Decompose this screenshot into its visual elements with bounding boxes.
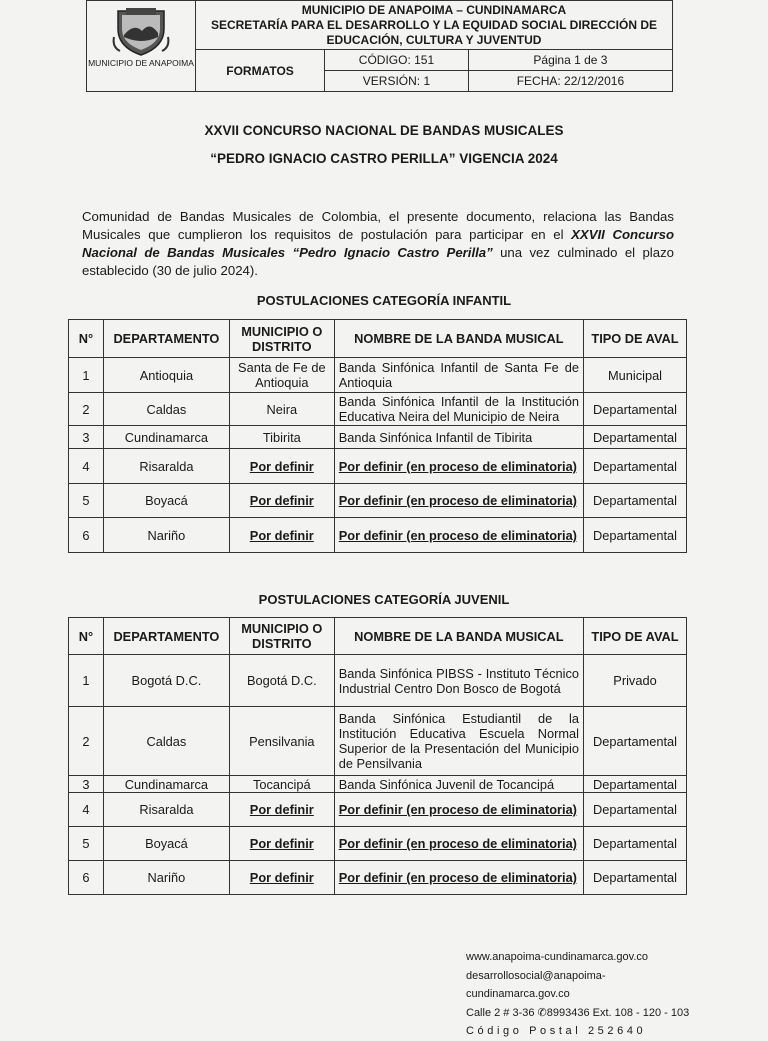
cell-aval: Privado	[584, 655, 687, 707]
cell-band-name: Por definir (en proceso de eliminatoria)	[334, 793, 583, 827]
cell-municipio: Santa de Fe de Antioquia	[229, 358, 334, 393]
footer-website: www.anapoima-cundinamarca.gov.co	[466, 951, 648, 963]
cell-departamento: Bogotá D.C.	[103, 655, 229, 707]
cell-aval: Departamental	[584, 518, 687, 553]
cell-band-name: Banda Sinfónica Estudiantil de la Institución Educativa Escuela Normal Superior de la Presentación del Municipio de Pensilvania	[334, 707, 583, 776]
cell-municipio: Tibirita	[229, 426, 334, 449]
pagina-value: Página 1 de 3	[468, 50, 672, 71]
table-row	[69, 827, 687, 861]
document-title: XXVII CONCURSO NACIONAL DE BANDAS MUSICALES	[204, 123, 564, 138]
footer-contact	[466, 948, 692, 1041]
table-header-row	[69, 618, 687, 655]
cell-aval: Departamental	[584, 426, 687, 449]
cell-municipio: Pensilvania	[229, 707, 334, 776]
col-header-municipio: MUNICIPIO O DISTRITO	[229, 618, 334, 655]
cell-number: 5	[69, 484, 104, 518]
cell-municipio: Por definir	[229, 518, 334, 553]
cell-number: 1	[69, 358, 104, 393]
intro-paragraph: Comunidad de Bandas Musicales de Colombia, el presente documento, relaciona las Bandas Musicales que cumplieron los requisitos de postulación para participar en el XXVII Concurso Nacional de Bandas Musicales “Pedro Ignacio Castro Perilla” una vez culminado el plazo establecido (30 de julio 2024).	[82, 209, 674, 278]
codigo-value: CÓDIGO: 151	[325, 50, 469, 71]
version-value: VERSIÓN: 1	[325, 71, 469, 92]
cell-aval: Departamental	[584, 793, 687, 827]
col-header-nombre: NOMBRE DE LA BANDA MUSICAL	[334, 618, 583, 655]
cell-band-name: Por definir (en proceso de eliminatoria)	[334, 518, 583, 553]
fecha-value: FECHA: 22/12/2016	[468, 71, 672, 92]
cell-municipio: Bogotá D.C.	[229, 655, 334, 707]
cell-aval: Departamental	[584, 827, 687, 861]
logo-caption: MUNICIPIO DE ANAPOIMA	[88, 58, 194, 68]
cell-band-name: Banda Sinfónica Infantil de Santa Fe de Antioquia	[334, 358, 583, 393]
table-row	[69, 449, 687, 484]
cell-municipio: Por definir	[229, 793, 334, 827]
col-header-departamento: DEPARTAMENTO	[103, 320, 229, 358]
col-header-n: N°	[69, 618, 104, 655]
formatos-label: FORMATOS	[196, 50, 325, 92]
cell-departamento: Boyacá	[103, 827, 229, 861]
cell-band-name: Por definir (en proceso de eliminatoria)	[334, 449, 583, 484]
cell-number: 4	[69, 449, 104, 484]
cell-aval: Departamental	[584, 484, 687, 518]
footer-email: desarrollosocial@anapoima-cundinamarca.gov.co	[466, 969, 606, 1000]
cell-aval: Departamental	[584, 707, 687, 776]
table-row	[69, 655, 687, 707]
cell-departamento: Risaralda	[103, 793, 229, 827]
cell-band-name: Banda Sinfónica Juvenil de Tocancipá	[334, 776, 583, 793]
footer-postal-code: Código Postal 252640	[466, 1025, 647, 1037]
cell-municipio: Por definir	[229, 484, 334, 518]
cell-departamento: Antioquia	[103, 358, 229, 393]
table-row	[69, 393, 687, 426]
table-row	[69, 861, 687, 895]
table-row	[69, 707, 687, 776]
organization-name: MUNICIPIO DE ANAPOIMA – CUNDINAMARCA SECRETARÍA PARA EL DESARROLLO Y LA EQUIDAD SOCIAL DIRECCIÓN DE EDUCACIÓN, CULTURA Y JUVENTUD	[196, 1, 673, 50]
cell-departamento: Nariño	[103, 861, 229, 895]
cell-aval: Municipal	[584, 358, 687, 393]
table-juvenil	[68, 617, 687, 895]
cell-departamento: Cundinamarca	[103, 426, 229, 449]
col-header-n: N°	[69, 320, 104, 358]
cell-departamento: Caldas	[103, 393, 229, 426]
document-header	[86, 0, 673, 92]
cell-aval: Departamental	[584, 393, 687, 426]
table-infantil	[68, 319, 687, 553]
cell-municipio: Por definir	[229, 449, 334, 484]
cell-band-name: Por definir (en proceso de eliminatoria)	[334, 484, 583, 518]
cell-number: 3	[69, 776, 104, 793]
col-header-aval: TIPO DE AVAL	[584, 618, 687, 655]
cell-departamento: Nariño	[103, 518, 229, 553]
cell-municipio: Por definir	[229, 861, 334, 895]
cell-departamento: Risaralda	[103, 449, 229, 484]
table-row	[69, 793, 687, 827]
cell-aval: Departamental	[584, 776, 687, 793]
cell-band-name: Banda Sinfónica Infantil de la Institución Educativa Neira del Municipio de Neira	[334, 393, 583, 426]
table-row	[69, 358, 687, 393]
cell-number: 2	[69, 707, 104, 776]
cell-number: 1	[69, 655, 104, 707]
col-header-municipio: MUNICIPIO O DISTRITO	[229, 320, 334, 358]
cell-municipio: Tocancipá	[229, 776, 334, 793]
cell-municipio: Por definir	[229, 827, 334, 861]
table-header-row	[69, 320, 687, 358]
cell-number: 2	[69, 393, 104, 426]
cell-band-name: Banda Sinfónica Infantil de Tibirita	[334, 426, 583, 449]
cell-number: 6	[69, 861, 104, 895]
table-row	[69, 518, 687, 553]
cell-number: 5	[69, 827, 104, 861]
col-header-nombre: NOMBRE DE LA BANDA MUSICAL	[334, 320, 583, 358]
cell-band-name: Banda Sinfónica PIBSS - Instituto Técnico Industrial Centro Don Bosco de Bogotá	[334, 655, 583, 707]
cell-number: 3	[69, 426, 104, 449]
cell-number: 4	[69, 793, 104, 827]
col-header-departamento: DEPARTAMENTO	[103, 618, 229, 655]
cell-number: 6	[69, 518, 104, 553]
col-header-aval: TIPO DE AVAL	[584, 320, 687, 358]
municipal-seal-icon	[112, 7, 170, 57]
table-row	[69, 776, 687, 793]
table-row	[69, 484, 687, 518]
cell-departamento: Caldas	[103, 707, 229, 776]
cell-band-name: Por definir (en proceso de eliminatoria)	[334, 861, 583, 895]
footer-address: Calle 2 # 3-36 ✆8993436 Ext. 108 - 120 - 103	[466, 1006, 690, 1019]
logo-cell	[87, 1, 196, 92]
cell-band-name: Por definir (en proceso de eliminatoria)	[334, 827, 583, 861]
cell-aval: Departamental	[584, 449, 687, 484]
cell-municipio: Neira	[229, 393, 334, 426]
document-subtitle: “PEDRO IGNACIO CASTRO PERILLA” VIGENCIA 2024	[210, 151, 558, 166]
section-title-infantil: POSTULACIONES CATEGORÍA INFANTIL	[256, 293, 512, 308]
cell-departamento: Cundinamarca	[103, 776, 229, 793]
section-title-juvenil: POSTULACIONES CATEGORÍA JUVENIL	[258, 592, 510, 607]
cell-departamento: Boyacá	[103, 484, 229, 518]
table-row	[69, 426, 687, 449]
cell-aval: Departamental	[584, 861, 687, 895]
